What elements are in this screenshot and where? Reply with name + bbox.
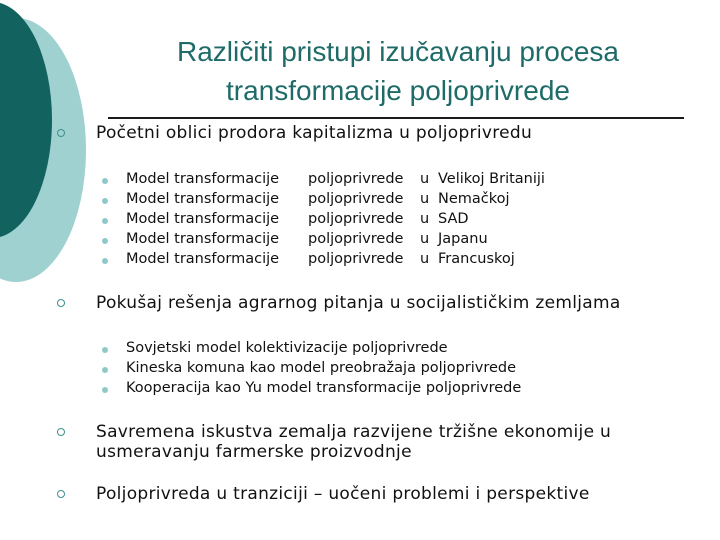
item-part-a: Model transformacije	[126, 211, 280, 227]
ring-bullet-icon	[57, 129, 65, 137]
item-part-c: u	[420, 211, 430, 227]
item-part-c: u	[420, 231, 430, 247]
list-item	[126, 189, 545, 209]
section-2-list	[126, 338, 521, 398]
section-heading-1	[96, 123, 532, 143]
section-heading-line-2: usmeravanju farmerske proizvodnje	[96, 442, 412, 462]
item-part-d: Velikoj Britaniji	[438, 171, 545, 187]
list-item	[126, 229, 545, 249]
list-item-text: Sovjetski model kolektivizacije poljoprivrede	[126, 340, 448, 356]
section-heading-3	[96, 422, 611, 462]
item-part-c: u	[420, 191, 430, 207]
item-part-a: Model transformacije	[126, 171, 280, 187]
section-1-list	[126, 169, 545, 269]
item-part-d: Nemačkoj	[438, 191, 510, 207]
dot-bullet-icon	[102, 178, 108, 184]
ring-bullet-icon	[57, 299, 65, 307]
section-heading-2	[96, 293, 621, 313]
section-heading-text: Poljoprivreda u tranziciji – uočeni problemi i perspektive	[96, 484, 590, 504]
dot-bullet-icon	[102, 238, 108, 244]
dot-bullet-icon	[102, 367, 108, 373]
dot-bullet-icon	[102, 258, 108, 264]
list-item-text: Kineska komuna kao model preobražaja poljoprivrede	[126, 360, 517, 376]
section-heading-text: Početni oblici prodora kapitalizma u poljoprivredu	[96, 123, 533, 143]
list-item	[126, 209, 545, 229]
item-part-a: Model transformacije	[126, 191, 280, 207]
item-part-d: Japanu	[438, 231, 488, 247]
item-part-b: poljoprivrede	[308, 171, 404, 187]
item-part-c: u	[420, 171, 430, 187]
slide-title-line-2: transformacije poljoprivrede	[226, 75, 570, 106]
item-part-b: poljoprivrede	[308, 231, 404, 247]
list-item	[126, 338, 521, 358]
dot-bullet-icon	[102, 387, 108, 393]
item-part-b: poljoprivrede	[308, 211, 404, 227]
dot-bullet-icon	[102, 347, 108, 353]
slide-title-line-1: Različiti pristupi izučavanju procesa	[177, 36, 619, 67]
item-part-a: Model transformacije	[126, 231, 280, 247]
list-item	[126, 169, 545, 189]
section-heading-line-1: Savremena iskustva zemalja razvijene tržišne ekonomije u	[96, 422, 612, 442]
item-part-c: u	[420, 251, 430, 267]
item-part-d: Francuskoj	[438, 251, 515, 267]
ring-bullet-icon	[57, 428, 65, 436]
list-item	[126, 378, 521, 398]
item-part-a: Model transformacije	[126, 251, 280, 267]
item-part-d: SAD	[438, 211, 469, 227]
list-item	[126, 358, 521, 378]
section-heading-text: Pokušaj rešenja agrarnog pitanja u socijalističkim zemljama	[96, 293, 621, 313]
ring-bullet-icon	[57, 490, 65, 498]
dot-bullet-icon	[102, 218, 108, 224]
item-part-b: poljoprivrede	[308, 191, 404, 207]
list-item-text: Kooperacija kao Yu model transformacije poljoprivrede	[126, 380, 522, 396]
dot-bullet-icon	[102, 198, 108, 204]
list-item	[126, 249, 545, 269]
item-part-b: poljoprivrede	[308, 251, 404, 267]
section-heading-4	[96, 484, 590, 504]
